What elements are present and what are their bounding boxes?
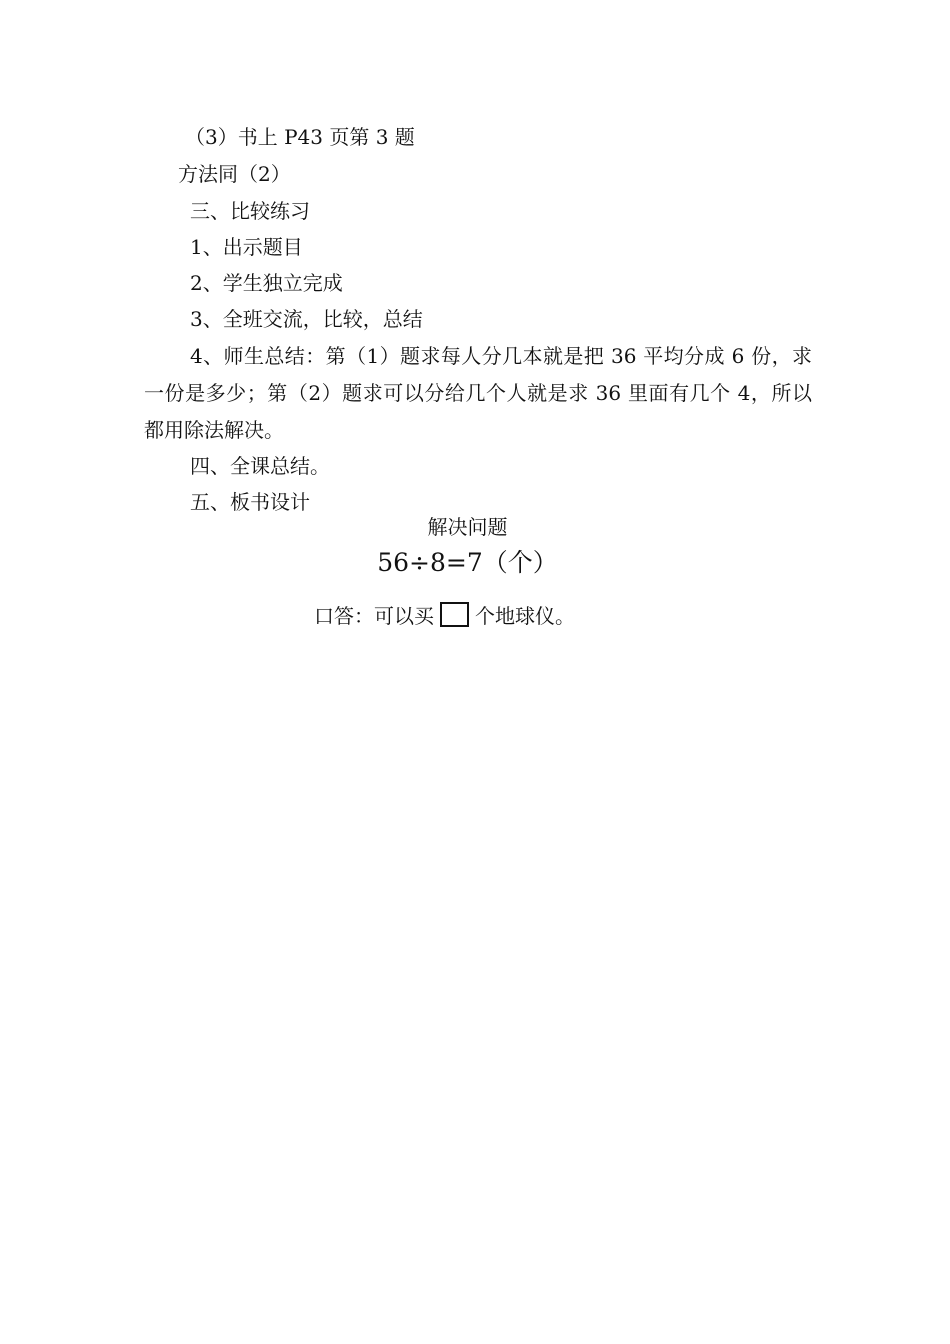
- section-4-heading: 四、全课总结。: [190, 454, 330, 478]
- step-2-line: 2、学生独立完成: [190, 271, 343, 295]
- board-title: 解决问题: [427, 515, 508, 539]
- step-3-line: 3、全班交流，比较，总结: [190, 307, 423, 331]
- section-3-heading: 三、比较练习: [190, 199, 310, 223]
- step-1-line: 1、出示题目: [190, 235, 303, 259]
- answer-blank-box: [440, 602, 469, 627]
- summary-paragraph: 4、师生总结：第（1）题求每人分几本就是把 36 平均分成 6 份，求一份是多少；第（2）题求可以分给几个人就是求 36 里面有几个 4，所以都用除法解决。: [144, 344, 812, 442]
- answer-suffix: 个地球仪。: [475, 604, 575, 628]
- oral-answer-line: [314, 601, 575, 631]
- answer-prefix: 口答：可以买: [314, 604, 434, 628]
- section-5-heading: 五、板书设计: [190, 490, 310, 514]
- item-3-line: （3）书上 P43 页第 3 题: [185, 125, 415, 149]
- method-same-line: 方法同（2）: [178, 162, 291, 186]
- board-equation: 56÷8=7（个）: [377, 548, 558, 577]
